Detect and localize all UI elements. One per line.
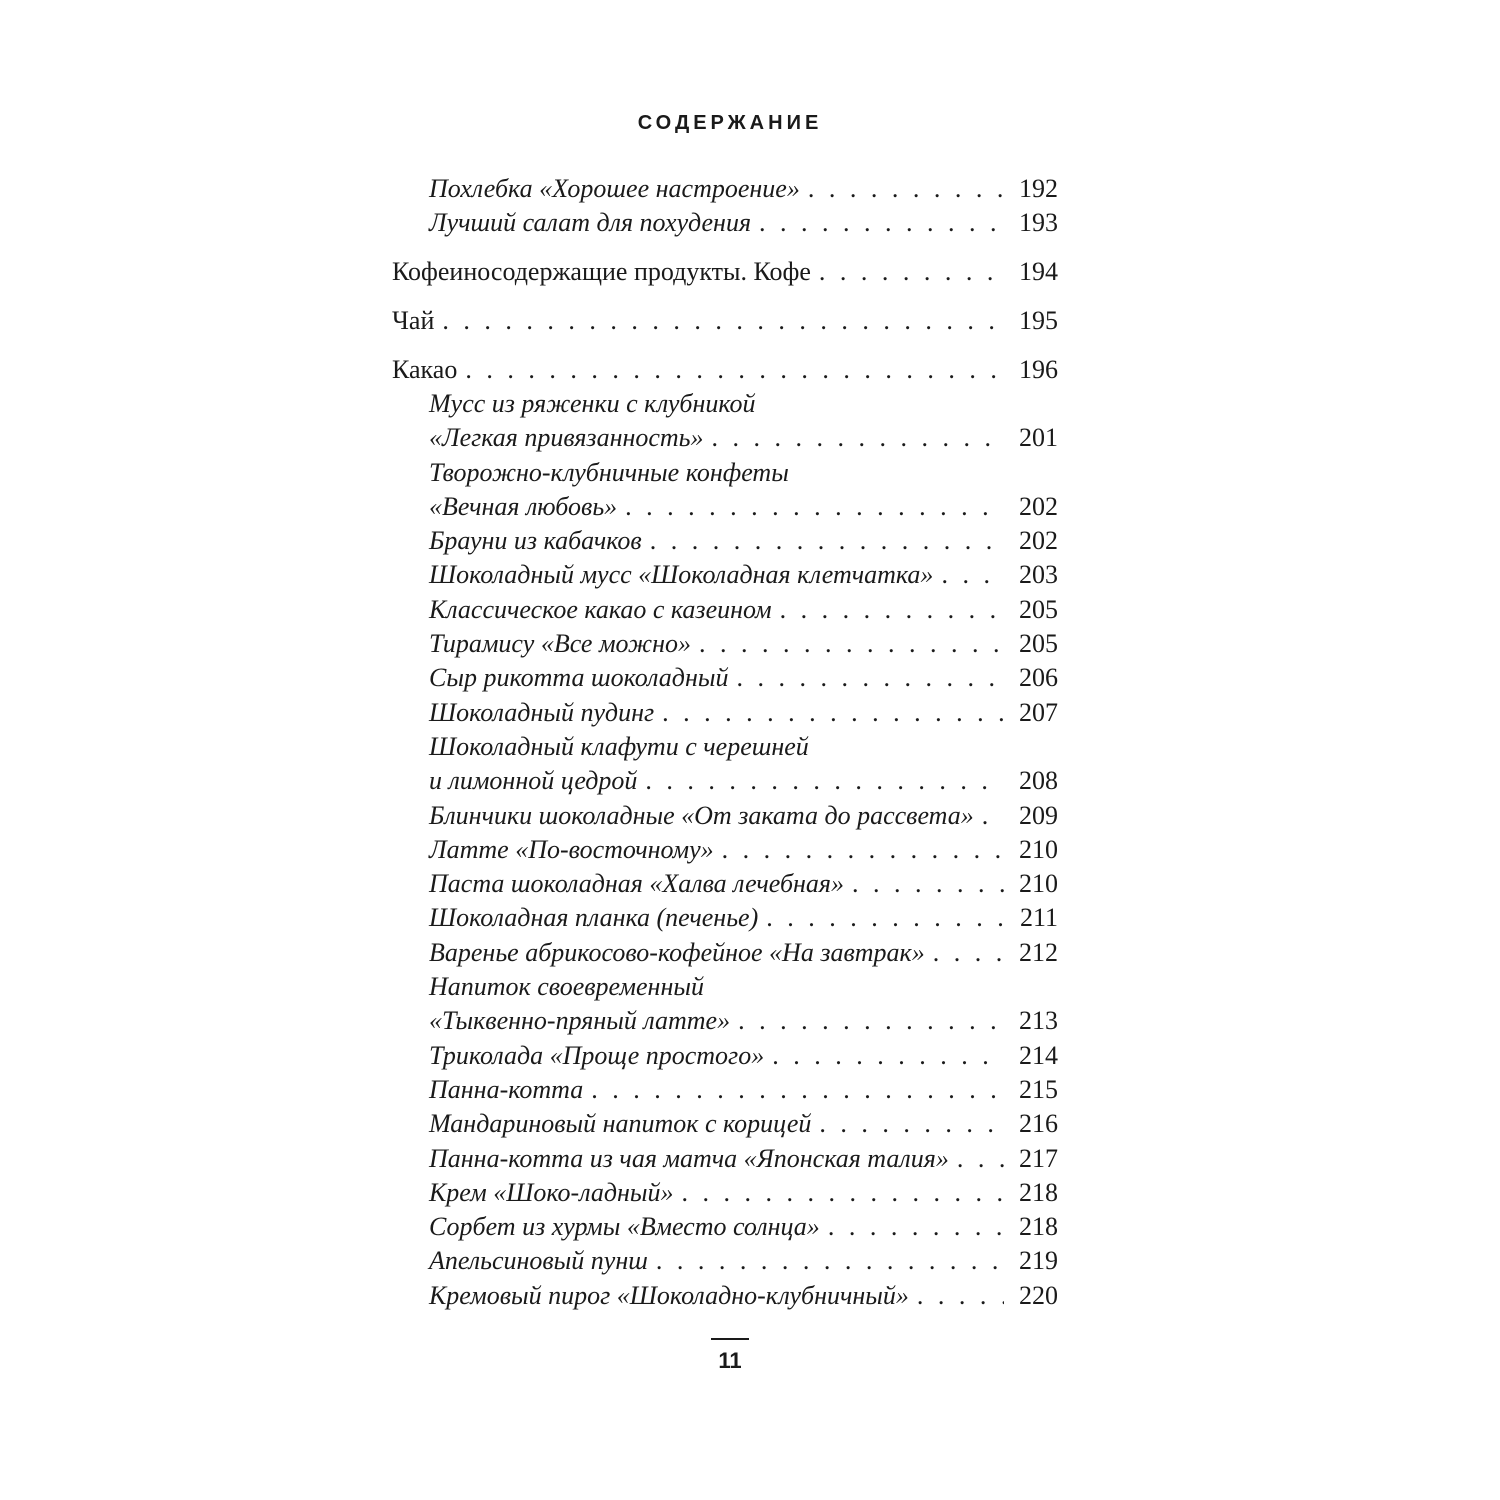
dot-leader [738, 1004, 1004, 1038]
dot-leader [852, 867, 1004, 901]
dot-leader [982, 799, 1004, 833]
toc-entry-title: Шоколадная планка (печенье) [429, 903, 759, 933]
toc-entry-page: 205 [1019, 594, 1058, 624]
toc-entry-title: Сорбет из хурмы «Вместо солнца» [429, 1212, 820, 1242]
toc-entry-page: 209 [1019, 800, 1058, 830]
toc-section-page: 194 [1019, 257, 1058, 287]
toc-entry-title: Панна-котта из чая матча «Японская талия» [429, 1143, 949, 1173]
toc-entry-page: 212 [1019, 937, 1058, 967]
dot-leader [656, 1244, 1004, 1278]
toc-entry[interactable] [392, 1210, 1058, 1244]
toc-entry[interactable] [392, 490, 1058, 524]
dot-leader [819, 1107, 1004, 1141]
toc-entry[interactable] [392, 901, 1058, 935]
toc-entry[interactable] [392, 1142, 1058, 1176]
toc-entry-page: 210 [1019, 869, 1058, 899]
toc-entry-page: 215 [1019, 1074, 1058, 1104]
toc-entry-page: 213 [1019, 1006, 1058, 1036]
dot-leader [772, 1039, 1004, 1073]
toc-entry-page: 214 [1019, 1040, 1058, 1070]
toc-entry-title-line1: Шоколадный клафути с черешней [429, 731, 809, 761]
toc-entry-title: Латте «По-восточному» [429, 834, 714, 864]
toc-entry-title: Похлебка «Хорошее настроение» [429, 174, 800, 203]
toc-entry-page: 201 [1019, 423, 1058, 453]
toc-entry[interactable] [392, 1279, 1058, 1313]
toc-entry[interactable] [392, 593, 1058, 627]
toc-entry-title: «Тыквенно-пряный латте» [429, 1006, 731, 1036]
dot-leader [662, 696, 1004, 730]
toc-entry-page: 219 [1019, 1246, 1058, 1276]
page-number: 11 [718, 1348, 742, 1373]
dot-leader [766, 901, 1004, 935]
dot-leader [722, 833, 1004, 867]
toc-entry-page: 207 [1019, 697, 1058, 727]
toc-entry-page: 218 [1019, 1212, 1058, 1242]
toc-section[interactable] [392, 255, 1058, 289]
toc-entry-page: 210 [1019, 834, 1058, 864]
toc-entry-page: 206 [1019, 663, 1058, 693]
toc-entry-page: 202 [1019, 526, 1058, 556]
dot-leader [819, 255, 1004, 289]
page-header: СОДЕРЖАНИЕ [637, 112, 823, 134]
toc-entry-page: 217 [1019, 1143, 1058, 1173]
toc-entry-title: Панна-котта [429, 1074, 584, 1104]
toc-entry-title: Блинчики шоколадные «От заката до рассвета» [429, 800, 974, 830]
toc-entry[interactable] [392, 172, 1058, 206]
dot-leader [625, 490, 1004, 524]
dot-leader [957, 1142, 1004, 1176]
toc-entry-title: Шоколадный мусс «Шоколадная клетчатка» [429, 560, 934, 590]
dot-leader [759, 206, 1004, 240]
dot-leader [645, 764, 1004, 798]
toc-entry-title: Мандариновый напиток с корицей [429, 1109, 812, 1139]
toc-entry[interactable] [392, 799, 1058, 833]
toc-entry[interactable] [392, 1039, 1058, 1073]
toc-entry-title: «Вечная любовь» [429, 491, 618, 521]
dot-leader [699, 627, 1004, 661]
toc-section[interactable] [392, 353, 1058, 387]
dot-leader [591, 1073, 1004, 1107]
toc-entry-title: Паста шоколадная «Халва лечебная» [429, 869, 845, 899]
toc-entry-title: «Легкая привязанность» [429, 423, 704, 453]
toc-section-title: Какао [392, 354, 458, 384]
toc-entry[interactable] [392, 1107, 1058, 1141]
toc-entry[interactable] [392, 833, 1058, 867]
toc-entry[interactable] [392, 627, 1058, 661]
toc-entry[interactable] [392, 1244, 1058, 1278]
toc-entry-title: Апельсиновый пунш [429, 1246, 648, 1276]
toc-entry[interactable] [392, 696, 1058, 730]
toc-entry[interactable] [392, 867, 1058, 901]
toc-entry-title-line1: Напиток своевременный [429, 972, 704, 1002]
dot-leader [941, 558, 1004, 592]
toc-entry-title: Лучший салат для похудения [429, 208, 752, 238]
toc-entry[interactable] [392, 764, 1058, 798]
toc-entry-page: 220 [1019, 1280, 1058, 1310]
toc-entry-page: 216 [1019, 1109, 1058, 1139]
toc-entry[interactable] [392, 558, 1058, 592]
toc-entry-title: и лимонной цедрой [429, 766, 638, 796]
toc-entry[interactable] [392, 421, 1058, 455]
toc-entry-page: 205 [1019, 629, 1058, 659]
toc-entry-page: 192 [1019, 174, 1058, 203]
dot-leader [828, 1210, 1004, 1244]
dot-leader [933, 936, 1004, 970]
dot-leader [808, 172, 1004, 206]
toc-entry[interactable] [392, 936, 1058, 970]
toc-entry-title: Варенье абрикосово-кофейное «На завтрак» [429, 937, 925, 967]
dot-leader [650, 524, 1004, 558]
toc-entry-page: 208 [1019, 766, 1058, 796]
toc-entry-title: Триколада «Проще простого» [429, 1040, 765, 1070]
toc-entry[interactable] [392, 661, 1058, 695]
toc-section-title: Кофеиносодержащие продукты. Кофе [392, 257, 811, 287]
table-of-contents [392, 172, 1058, 1313]
dot-leader [736, 661, 1004, 695]
toc-entry-title: Классическое какао с казеином [429, 594, 772, 624]
toc-entry[interactable] [392, 1004, 1058, 1038]
toc-entry-title-line1: Творожно-клубничные конфеты [429, 457, 789, 487]
toc-entry[interactable] [392, 1073, 1058, 1107]
toc-entry[interactable] [392, 524, 1058, 558]
toc-entry-title: Кремовый пирог «Шоколадно-клубничный» [429, 1280, 909, 1310]
toc-section-page: 195 [1019, 305, 1058, 335]
toc-entry-title: Тирамису «Все можно» [429, 629, 691, 659]
dot-leader [442, 304, 1004, 338]
dot-leader [917, 1279, 1004, 1313]
toc-entry-title: Шоколадный пудинг [429, 697, 655, 727]
toc-section-page: 196 [1019, 354, 1058, 384]
toc-entry[interactable] [392, 1176, 1058, 1210]
dot-leader [780, 593, 1004, 627]
toc-entry-page: 203 [1019, 560, 1058, 590]
toc-entry-page: 218 [1019, 1177, 1058, 1207]
toc-section-title: Чай [392, 305, 435, 335]
toc-entry-title: Брауни из кабачков [429, 526, 642, 556]
toc-section[interactable] [392, 304, 1058, 338]
toc-entry-title: Сыр рикотта шоколадный [429, 663, 729, 693]
toc-entry-page: 202 [1019, 491, 1058, 521]
toc-entry[interactable] [392, 206, 1058, 240]
toc-entry-page: 211 [1019, 903, 1058, 933]
dot-leader [682, 1176, 1004, 1210]
toc-entry-title-line1: Мусс из ряженки с клубникой [429, 388, 756, 418]
dot-leader [712, 421, 1004, 455]
folio-rule [711, 1338, 749, 1340]
toc-entry-page: 193 [1019, 208, 1058, 238]
toc-entry-title: Крем «Шоко-ладный» [429, 1177, 674, 1207]
dot-leader [465, 353, 1004, 387]
